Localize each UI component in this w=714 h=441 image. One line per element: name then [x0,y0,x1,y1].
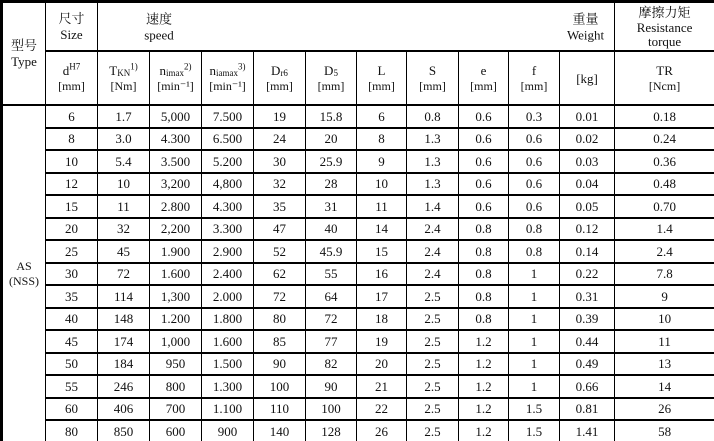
data-cell: 1.7 [98,105,150,128]
data-cell: 1 [509,263,560,286]
data-cell: 10 [98,173,150,196]
data-cell: 0.02 [560,128,615,151]
data-cell: 2.5 [407,375,459,398]
data-cell: 1.2 [459,375,509,398]
data-cell: 10 [46,150,98,173]
data-cell: 0.31 [560,285,615,308]
data-cell: 1.200 [150,308,202,331]
column-header-d [46,51,98,105]
data-cell: 10 [357,173,407,196]
col-S-unit: [mm] [419,79,446,93]
col-tkn-sub: KN [117,68,131,78]
data-cell: 15.8 [306,105,357,128]
data-cell: 2.000 [202,285,254,308]
data-cell: 950 [150,353,202,376]
data-cell: 1 [509,353,560,376]
data-cell: 11 [98,195,150,218]
data-cell: 1 [509,285,560,308]
col-f-symbol: f [531,63,537,78]
col-tr-symbol: TR [656,63,673,78]
col-niamax-sup: 3) [238,61,246,72]
col-nimax-sub: imax [166,68,184,78]
data-cell: 0.8 [509,240,560,263]
data-cell: 5.4 [98,150,150,173]
data-cell: 0.39 [560,308,615,331]
speed-header-en: speed [144,27,174,42]
speed-header [130,11,188,42]
data-cell: 0.6 [509,173,560,196]
data-cell: 47 [254,218,306,241]
data-cell: 14 [615,375,714,398]
data-cell: 6 [46,105,98,128]
friction-header-en2: torque [647,33,682,49]
col-d-unit: [mm] [58,79,85,93]
data-cell: 1.2 [459,330,509,353]
data-cell: 62 [254,263,306,286]
weight-header [558,11,613,42]
friction-header-zh: 摩擦力矩 [638,4,691,20]
data-cell: 0.8 [459,263,509,286]
data-cell: 1.2 [459,420,509,441]
data-cell: 700 [150,398,202,421]
table-row [2,285,714,308]
col-tkn-sup: 1) [130,61,138,72]
data-cell: 0.3 [509,105,560,128]
data-cell: 18 [357,308,407,331]
data-cell: 5,000 [150,105,202,128]
data-cell: 114 [98,285,150,308]
speed-weight-header-cell [98,2,615,52]
data-cell: 60 [46,398,98,421]
data-cell: 6 [357,105,407,128]
data-cell: 0.70 [615,195,714,218]
col-f-unit: [mm] [520,79,548,93]
data-cell: 100 [306,398,357,421]
data-cell: 0.05 [560,195,615,218]
col-tkn-symbol: T [109,63,118,78]
type-cell: AS (NSS) [2,105,46,441]
size-header-en: Size [60,27,83,42]
data-cell: 1.2 [459,353,509,376]
data-cell: 2.4 [407,263,459,286]
data-cell: 32 [254,173,306,196]
data-cell: 1.3 [407,173,459,196]
data-cell: 15 [357,240,407,263]
table-row [2,353,714,376]
data-cell: 0.49 [560,353,615,376]
table-row [2,308,714,331]
table-row [2,105,714,128]
col-nimax-symbol: n [159,63,166,78]
data-cell: 11 [357,195,407,218]
type-header-zh: 型号 [10,38,37,53]
table-row [2,218,714,241]
data-cell: 4.300 [202,195,254,218]
data-cell: 20 [46,218,98,241]
data-cell: 1.500 [202,353,254,376]
data-cell: 14 [357,218,407,241]
col-L-symbol: L [377,63,386,78]
data-cell: 2.400 [202,263,254,286]
weight-header-zh: 重量 [572,11,599,26]
col-d-symbol: d [62,63,70,78]
data-cell: 800 [150,375,202,398]
column-header-nimax [150,51,202,105]
speed-header-zh: 速度 [145,11,172,26]
data-cell: 10 [615,308,714,331]
data-cell: 1.5 [509,420,560,441]
data-cell: 35 [46,285,98,308]
col-dr6-unit: [mm] [266,79,293,93]
table-row [2,330,714,353]
data-cell: 0.44 [560,330,615,353]
data-cell: 26 [615,398,714,421]
data-cell: 0.48 [615,173,714,196]
data-cell: 0.03 [560,150,615,173]
data-cell: 900 [202,420,254,441]
column-header-L [357,51,407,105]
data-cell: 2,200 [150,218,202,241]
data-cell: 8 [357,128,407,151]
col-kg-symbol: [kg] [576,70,598,86]
data-cell: 0.18 [615,105,714,128]
data-cell: 72 [254,285,306,308]
data-cell: 9 [357,150,407,173]
data-cell: 17 [357,285,407,308]
data-cell: 0.01 [560,105,615,128]
data-cell: 16 [357,263,407,286]
col-d-sup: H7 [69,61,81,72]
column-header-d5 [306,51,357,105]
col-S-symbol: S [428,63,437,78]
data-cell: 28 [306,173,357,196]
data-cell: 25.9 [306,150,357,173]
data-cell: 80 [254,308,306,331]
col-L-unit: [mm] [368,79,395,93]
data-cell: 4.300 [150,128,202,151]
data-cell: 3.500 [150,150,202,173]
data-cell: 0.6 [509,195,560,218]
data-cell: 24 [254,128,306,151]
data-cell: 1.900 [150,240,202,263]
col-nimax-unit: [min⁻¹] [157,79,194,93]
data-cell: 140 [254,420,306,441]
data-cell: 64 [306,285,357,308]
data-cell: 20 [306,128,357,151]
data-cell: 0.8 [509,218,560,241]
data-cell: 600 [150,420,202,441]
data-cell: 6.500 [202,128,254,151]
col-niamax-sub: iamax [216,68,238,78]
data-cell: 82 [306,353,357,376]
col-e-symbol: e [480,63,487,78]
column-header-e [459,51,509,105]
data-cell: 148 [98,308,150,331]
table-row [2,240,714,263]
data-cell: 0.6 [459,105,509,128]
data-cell: 30 [46,263,98,286]
col-niamax-unit: [min⁻¹] [209,79,246,93]
col-d5-symbol: D [324,63,334,78]
data-cell: 45.9 [306,240,357,263]
data-cell: 13 [615,353,714,376]
data-cell: 0.6 [459,173,509,196]
data-cell: 0.04 [560,173,615,196]
column-header-S [407,51,459,105]
data-cell: 7.500 [202,105,254,128]
data-cell: 0.6 [459,128,509,151]
data-cell: 1.100 [202,398,254,421]
data-cell: 1.4 [615,218,714,241]
data-cell: 55 [306,263,357,286]
data-cell: 1 [509,375,560,398]
data-cell: 0.8 [459,240,509,263]
data-cell: 77 [306,330,357,353]
data-cell: 15 [46,195,98,218]
data-cell: 72 [306,308,357,331]
col-tr-unit: [Ncm] [648,79,681,93]
data-cell: 26 [357,420,407,441]
type-column-header [2,2,46,106]
data-cell: 0.6 [459,150,509,173]
data-cell: 20 [357,353,407,376]
column-header-kg [560,51,615,105]
column-header-niamax [202,51,254,105]
data-cell: 40 [46,308,98,331]
data-cell: 12 [46,173,98,196]
data-cell: 1.41 [560,420,615,441]
data-cell: 58 [615,420,714,441]
data-cell: 31 [306,195,357,218]
data-cell: 100 [254,375,306,398]
data-cell: 11 [615,330,714,353]
data-cell: 2.4 [615,240,714,263]
column-header-f [509,51,560,105]
data-cell: 9 [615,285,714,308]
column-header-tr [615,51,714,105]
table-row [2,195,714,218]
data-cell: 3.0 [98,128,150,151]
data-cell: 246 [98,375,150,398]
data-cell: 55 [46,375,98,398]
data-cell: 2.5 [407,285,459,308]
data-cell: 1.3 [407,128,459,151]
data-cell: 1,000 [150,330,202,353]
type-header-en: Type [11,54,37,69]
table-row [2,375,714,398]
friction-header-en1: Resistance [636,19,693,35]
data-cell: 0.22 [560,263,615,286]
data-cell: 3,200 [150,173,202,196]
data-cell: 1.600 [202,330,254,353]
table-row [2,263,714,286]
data-cell: 35 [254,195,306,218]
data-cell: 22 [357,398,407,421]
data-cell: 7.8 [615,263,714,286]
column-header-tkn [98,51,150,105]
data-cell: 1.800 [202,308,254,331]
data-cell: 1 [509,308,560,331]
data-cell: 0.24 [615,128,714,151]
data-cell: 90 [254,353,306,376]
data-cell: 1.4 [407,195,459,218]
table-row [2,398,714,421]
column-header-dr6 [254,51,306,105]
size-column-header [46,2,98,52]
col-niamax-symbol: n [209,63,216,78]
data-cell: 19 [254,105,306,128]
data-cell: 50 [46,353,98,376]
data-cell: 0.36 [615,150,714,173]
data-cell: 0.6 [509,150,560,173]
data-cell: 2.5 [407,308,459,331]
table-row [2,173,714,196]
data-cell: 110 [254,398,306,421]
data-cell: 850 [98,420,150,441]
data-cell: 2.800 [150,195,202,218]
data-cell: 0.66 [560,375,615,398]
data-cell: 0.14 [560,240,615,263]
data-cell: 184 [98,353,150,376]
data-cell: 0.8 [459,308,509,331]
data-cell: 1.2 [459,398,509,421]
data-cell: 0.81 [560,398,615,421]
data-cell: 45 [46,330,98,353]
data-cell: 90 [306,375,357,398]
table-row [2,420,714,441]
data-cell: 4,800 [202,173,254,196]
data-cell: 1.600 [150,263,202,286]
data-cell: 0.8 [407,105,459,128]
table-row [2,150,714,173]
data-cell: 3.300 [202,218,254,241]
data-cell: 2.4 [407,218,459,241]
data-cell: 128 [306,420,357,441]
data-cell: 5.200 [202,150,254,173]
data-cell: 40 [306,218,357,241]
data-cell: 0.12 [560,218,615,241]
data-cell: 1,300 [150,285,202,308]
data-cell: 80 [46,420,98,441]
data-cell: 25 [46,240,98,263]
data-cell: 2.900 [202,240,254,263]
data-cell: 2.5 [407,398,459,421]
col-dr6-sub: r6 [280,68,288,78]
data-cell: 1.5 [509,398,560,421]
data-cell: 2.5 [407,420,459,441]
data-cell: 1.300 [202,375,254,398]
table-row [2,128,714,151]
data-cell: 30 [254,150,306,173]
weight-header-en: Weight [566,27,605,42]
col-nimax-sup: 2) [184,61,192,72]
data-cell: 85 [254,330,306,353]
data-cell: 32 [98,218,150,241]
data-cell: 2.4 [407,240,459,263]
data-cell: 0.8 [459,218,509,241]
data-cell: 19 [357,330,407,353]
col-d5-unit: [mm] [317,79,345,93]
col-e-unit: [mm] [470,79,497,93]
resistance-torque-header [615,2,714,52]
data-cell: 72 [98,263,150,286]
col-dr6-symbol: D [271,63,281,78]
data-cell: 174 [98,330,150,353]
data-cell: 0.6 [459,195,509,218]
data-cell: 52 [254,240,306,263]
data-cell: 406 [98,398,150,421]
data-cell: 2.5 [407,353,459,376]
data-cell: 45 [98,240,150,263]
col-tkn-unit: [Nm] [110,79,137,93]
data-cell: 1.3 [407,150,459,173]
data-cell: 1 [509,330,560,353]
data-cell: 0.6 [509,128,560,151]
col-d5-sub: 5 [333,68,338,78]
data-cell: 21 [357,375,407,398]
data-cell: 0.8 [459,285,509,308]
data-cell: 2.5 [407,330,459,353]
data-cell: 8 [46,128,98,151]
size-header-zh: 尺寸 [58,11,85,26]
